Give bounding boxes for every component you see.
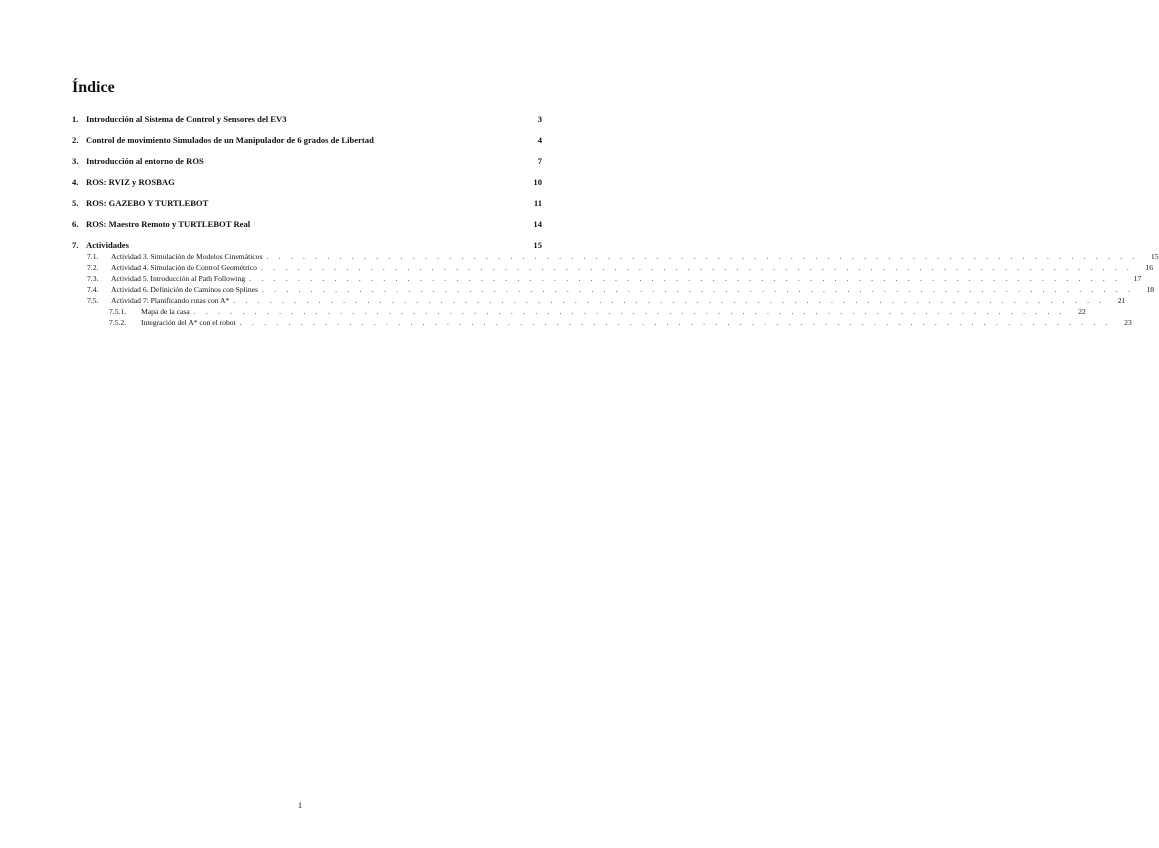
subsubsection-page-number: 22 — [1078, 307, 1086, 316]
toc-entry-section-1[interactable] — [72, 113, 542, 125]
subsubsection-title: Mapa de la casa — [141, 307, 190, 316]
section-title: Control de movimiento Simulados de un Manipulador de 6 grados de Libertad — [86, 135, 374, 145]
subsection-number: 7.3. — [87, 274, 99, 283]
toc-entry-subsection-7-4[interactable] — [72, 284, 1155, 295]
toc-entry-subsection-7-5[interactable] — [72, 295, 1126, 306]
section-title: Introducción al Sistema de Control y Sensores del EV3 — [86, 114, 287, 124]
section-number: 2. — [72, 135, 79, 145]
dot-leader: . . . . . . . . . . . . . . . . . . . . . . . . . . . . . . . . . . . . . . . . . . . . . . . . . . . . . . . . . . . . . . . . . . . . . . . . — [249, 274, 1122, 283]
toc-entry-subsubsection-7-5-1[interactable] — [72, 306, 1086, 317]
subsection-title: Actividad 7: Planificando rutas con A* — [111, 296, 230, 305]
toc-entry-section-2[interactable] — [72, 134, 542, 146]
toc-entry-section-3[interactable] — [72, 155, 542, 167]
section-number: 3. — [72, 156, 79, 166]
subsection-number: 7.5. — [87, 296, 99, 305]
section-page-number: 11 — [533, 198, 542, 208]
section-number: 7. — [72, 240, 79, 250]
dot-leader: . . . . . . . . . . . . . . . . . . . . . . . . . . . . . . . . . . . . . . . . . . . . . . . . . . . . . . . . . . . . . . . . . . . . . . . . — [262, 285, 1135, 294]
subsection-page-number: 18 — [1146, 285, 1155, 294]
section-number: 1. — [72, 114, 79, 124]
subsection-page-number: 17 — [1133, 274, 1142, 283]
subsection-page-number: 16 — [1145, 263, 1154, 272]
dot-leader: . . . . . . . . . . . . . . . . . . . . . . . . . . . . . . . . . . . . . . . . . . . . . . . . . . . . . . . . . . . . . . . . . . . . . . . . — [266, 252, 1139, 261]
subsubsection-page-number: 23 — [1124, 318, 1132, 327]
table-of-contents — [72, 104, 1159, 328]
section-title: ROS: GAZEBO Y TURTLEBOT — [86, 198, 209, 208]
subsection-title: Actividad 3. Simulación de Modelos Cinemáticos — [111, 252, 263, 261]
dot-leader: . . . . . . . . . . . . . . . . . . . . . . . . . . . . . . . . . . . . . . . . . . . . . . . . . . . . . . . . . . . . . . . . . . . . . . . . — [233, 296, 1106, 305]
toc-heading: Índice — [72, 79, 115, 96]
section-page-number: 3 — [537, 114, 542, 124]
dot-leader: . . . . . . . . . . . . . . . . . . . . . . . . . . . . . . . . . . . . . . . . . . . . . . . . . . . . . . . . . . . . . . . . . . . . . . . . — [193, 307, 1066, 316]
section-number: 4. — [72, 177, 79, 187]
subsection-title: Actividad 6. Definición de Caminos con Splines — [111, 285, 258, 294]
section-number: 5. — [72, 198, 79, 208]
toc-entry-section-6[interactable] — [72, 218, 542, 230]
section-page-number: 4 — [537, 135, 542, 145]
section-page-number: 14 — [533, 219, 542, 229]
section-number: 6. — [72, 219, 79, 229]
toc-entry-section-4[interactable] — [72, 176, 542, 188]
section-page-number: 10 — [533, 177, 542, 187]
section-page-number: 7 — [537, 156, 542, 166]
toc-entry-section-7[interactable] — [72, 239, 542, 251]
section-title: Introducción al entorno de ROS — [86, 156, 204, 166]
subsection-title: Actividad 5. Introducción al Path Following — [111, 274, 246, 283]
subsubsection-number: 7.5.2. — [109, 318, 127, 327]
toc-entry-subsection-7-1[interactable] — [72, 251, 1159, 262]
toc-entry-subsection-7-3[interactable] — [72, 273, 1142, 284]
toc-entry-section-5[interactable] — [72, 197, 542, 209]
page-number: 1 — [297, 800, 303, 810]
dot-leader: . . . . . . . . . . . . . . . . . . . . . . . . . . . . . . . . . . . . . . . . . . . . . . . . . . . . . . . . . . . . . . . . . . . . . . . . — [260, 263, 1134, 272]
section-title: ROS: Maestro Remoto y TURTLEBOT Real — [86, 219, 251, 229]
toc-entry-subsection-7-2[interactable] — [72, 262, 1154, 273]
subsection-page-number: 15 — [1150, 252, 1159, 261]
section-title: ROS: RVIZ y ROSBAG — [86, 177, 175, 187]
section-page-number: 15 — [533, 240, 542, 250]
subsubsection-title: Integración del A* con el robot — [141, 318, 236, 327]
subsection-number: 7.1. — [87, 252, 99, 261]
section-title: Actividades — [86, 240, 129, 250]
subsection-title: Actividad 4. Simulación de Control Geométrico — [111, 263, 257, 272]
subsubsection-number: 7.5.1. — [109, 307, 127, 316]
dot-leader: . . . . . . . . . . . . . . . . . . . . . . . . . . . . . . . . . . . . . . . . . . . . . . . . . . . . . . . . . . . . . . . . . . . . . . . . — [239, 318, 1112, 327]
subsection-number: 7.2. — [87, 263, 99, 272]
subsection-page-number: 21 — [1117, 296, 1126, 305]
subsection-number: 7.4. — [87, 285, 99, 294]
toc-entry-subsubsection-7-5-2[interactable] — [72, 317, 1132, 328]
